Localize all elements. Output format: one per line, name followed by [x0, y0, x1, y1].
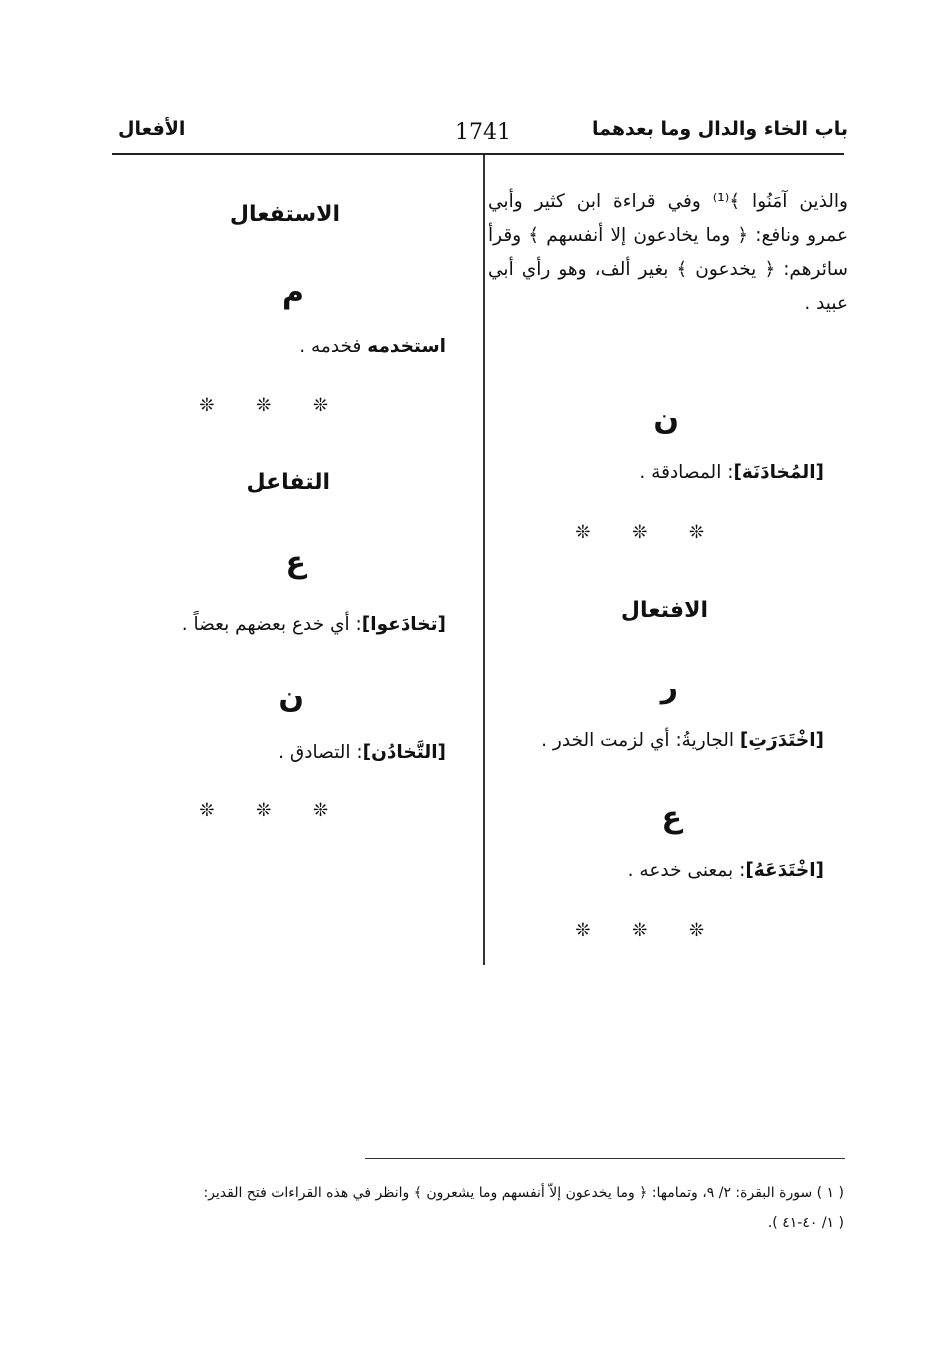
entry-takhada3u [182, 614, 446, 635]
entry-ikhtadarat [541, 730, 824, 751]
separator-stars: ❊ ❊ ❊ [575, 920, 722, 941]
section-heading-tafa3ul: التفاعل [246, 470, 330, 495]
entry-definition: : المصادقة . [639, 462, 734, 483]
quran-reading-paragraph: والذين آمَنُوا ﴾⁽¹⁾ وفي قراءة ابن كثير وأبي عمرو ونافع: ﴿ وما يخادعون إلا أنفسهم ﴾ وقرأ سائرهم: ﴿ يخدعون ﴾ بغير ألف، وهو رأي أبي عبيد . [488, 191, 848, 314]
entry-takhadun [278, 742, 446, 763]
entry-definition: الجاريةُ: أي لزمت الخدر . [541, 730, 740, 751]
entry-definition: : بمعنى خدعه . [627, 860, 746, 881]
root-letter-ain: ع [285, 545, 306, 580]
entry-term: [اخْتَدَرَتِ] [739, 730, 824, 751]
root-letter-ra: ر [660, 670, 678, 705]
footnote-rule [365, 1158, 845, 1159]
running-header-section: الأفعال [118, 118, 186, 140]
entry-term: [اخْتَدَعَهُ] [745, 860, 824, 881]
entry-istakhdamahu [299, 336, 446, 357]
running-header-chapter: باب الخاء والدال وما بعدهما [591, 118, 848, 140]
section-heading-ifti3al: الافتعال [620, 598, 708, 623]
separator-stars: ❊ ❊ ❊ [199, 800, 346, 821]
footnote-line: ( ١ ) سورة البقرة: ٢/ ٩، وتمامها: ﴿ وما يخدعون إلاّ أنفسهم وما يشعرون ﴾ وانظر في هذه القراءات فتح القدير: [203, 1185, 844, 1201]
section-heading-istif3al: الاستفعال [229, 202, 340, 227]
entry-definition: : التصادق . [278, 742, 363, 763]
header-rule [112, 153, 844, 155]
entry-definition: فخدمه . [299, 336, 368, 357]
root-letter-mim: م [282, 275, 304, 310]
separator-stars: ❊ ❊ ❊ [575, 522, 722, 543]
separator-stars: ❊ ❊ ❊ [199, 395, 346, 416]
root-letter-nun: ن [278, 680, 304, 715]
entry-mukhadana [639, 462, 824, 483]
entry-ikhtada3ahu [628, 860, 824, 881]
column-divider [483, 155, 485, 965]
entry-term: [التَّخادُن] [362, 742, 446, 763]
entry-term: [المُخادَنَة] [733, 462, 824, 483]
entry-term: [تخادَعوا] [361, 614, 446, 635]
page-number: 1741 [455, 120, 511, 145]
footnote [114, 1178, 844, 1238]
root-letter-nun: ن [653, 402, 679, 437]
entry-term: استخدمه [367, 336, 446, 357]
footnote-line: ( ١/ ٤٠-٤١ ). [767, 1215, 844, 1231]
entry-definition: : أي خدع بعضهم بعضاً . [181, 614, 362, 635]
root-letter-ain: ع [661, 800, 682, 835]
